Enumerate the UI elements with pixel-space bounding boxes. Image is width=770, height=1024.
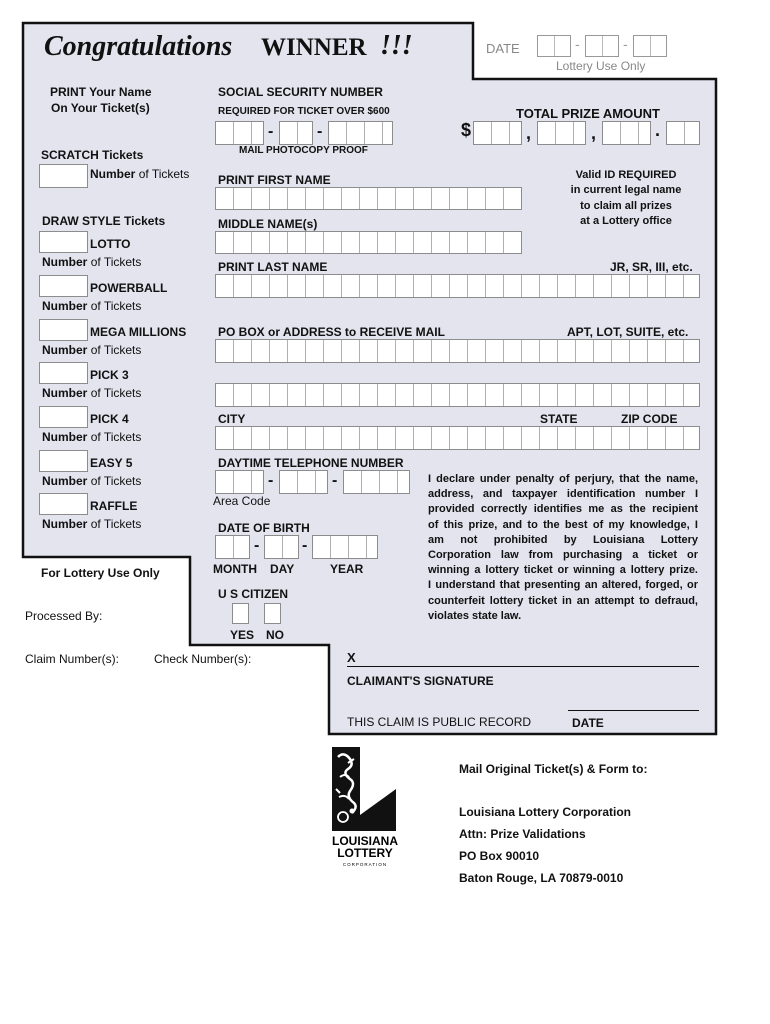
game-number-of-tickets-label: Number of Tickets — [42, 255, 142, 269]
signature-x: X — [347, 650, 356, 665]
ssn-serial-input[interactable] — [328, 121, 393, 145]
declaration-line: address, and taxpayer identification number I — [428, 488, 698, 501]
game-ticket-count-input[interactable] — [39, 406, 88, 428]
game-number-of-tickets-label: Number of Tickets — [42, 474, 142, 488]
louisiana-lottery-logo — [326, 745, 404, 870]
for-lottery-use-label: For Lottery Use Only — [41, 566, 160, 580]
yes-label: YES — [230, 628, 255, 642]
declaration-line: I understand that presenting an altered, forged, or — [428, 579, 698, 592]
game-name-label: PICK 4 — [90, 412, 129, 426]
address-label: PO BOX or ADDRESS to RECEIVE MAIL — [218, 325, 445, 339]
mail-line-3: PO Box 90010 — [459, 849, 540, 863]
game-ticket-count-input[interactable] — [39, 362, 88, 384]
date-label: DATE — [486, 41, 520, 56]
middle-name-label: MIDDLE NAME(s) — [218, 217, 318, 231]
declaration-line: am not prohibited by Louisiana Lottery — [428, 533, 698, 546]
ssn-area-input[interactable] — [215, 121, 264, 145]
game-name-label: LOTTO — [90, 237, 131, 251]
ssn-group-input[interactable] — [279, 121, 313, 145]
processed-by-label: Processed By: — [25, 609, 103, 623]
mail-line-1: Louisiana Lottery Corporation — [459, 805, 632, 819]
game-name-label: EASY 5 — [90, 456, 133, 470]
phone-prefix-input[interactable] — [279, 470, 328, 494]
citizen-no-checkbox[interactable] — [264, 603, 281, 624]
city-state-zip-input[interactable] — [215, 426, 700, 450]
game-number-of-tickets-label: Number of Tickets — [42, 343, 142, 357]
office-date-year[interactable] — [633, 35, 667, 57]
signature-date-line[interactable] — [568, 710, 699, 711]
print-name-label-2: On Your Ticket(s) — [51, 101, 150, 115]
phone-label: DAYTIME TELEPHONE NUMBER — [218, 456, 404, 470]
prize-hundreds-input[interactable] — [602, 121, 651, 145]
game-ticket-count-input[interactable] — [39, 231, 88, 253]
dollar-sign: $ — [461, 120, 472, 140]
declaration-line: violates state law. — [428, 609, 522, 622]
claim-number-label: Claim Number(s): — [25, 652, 120, 666]
game-number-of-tickets-label: Number of Tickets — [42, 386, 142, 400]
suffix-label: JR, SR, III, etc. — [610, 260, 693, 274]
city-label: CITY — [218, 412, 246, 426]
logo-corporation: CORPORATION — [342, 862, 388, 867]
game-number-of-tickets-label: Number of Tickets — [42, 430, 142, 444]
declaration-line: winning a lottery ticket or winning a lottery prize. — [428, 564, 698, 577]
first-name-label: PRINT FIRST NAME — [218, 173, 331, 187]
exclamation-marks: !!! — [380, 30, 413, 61]
check-number-label: Check Number(s): — [154, 652, 252, 666]
phone-area-input[interactable] — [215, 470, 264, 494]
month-label: MONTH — [213, 562, 257, 576]
logo-lottery: LOTTERY — [337, 846, 393, 860]
day-label: DAY — [270, 562, 295, 576]
dob-year-input[interactable] — [312, 535, 378, 559]
draw-style-label: DRAW STYLE Tickets — [42, 214, 166, 228]
ssn-proof-label: MAIL PHOTOCOPY PROOF — [239, 145, 368, 156]
declaration-line: of this prize, and to the best of my knowledge, I — [428, 518, 698, 531]
address-line1-input[interactable] — [215, 339, 700, 363]
address-line2-input[interactable] — [215, 383, 700, 407]
game-number-of-tickets-label: Number of Tickets — [42, 517, 142, 531]
area-code-label: Area Code — [213, 494, 271, 508]
logo-louisiana: LOUISIANA — [332, 834, 398, 848]
last-name-input[interactable] — [215, 274, 700, 298]
middle-name-input[interactable] — [215, 231, 522, 254]
print-name-label-1: PRINT Your Name — [50, 85, 152, 99]
mail-line-4: Baton Rouge, LA 70879-0010 — [459, 871, 624, 885]
prize-cents-input[interactable] — [666, 121, 700, 145]
office-date-day[interactable] — [585, 35, 619, 57]
first-name-input[interactable] — [215, 187, 522, 210]
congratulations-title: Congratulations — [44, 31, 233, 62]
mail-to-title: Mail Original Ticket(s) & Form to: — [459, 762, 648, 776]
game-name-label: PICK 3 — [90, 368, 129, 382]
signature-line[interactable] — [347, 666, 699, 667]
winner-title: WINNER — [261, 34, 367, 61]
scratch-number-label: Number of Tickets — [90, 167, 190, 181]
office-date-month[interactable] — [537, 35, 571, 57]
ssn-required-label: REQUIRED FOR TICKET OVER $600 — [218, 106, 390, 117]
dob-day-input[interactable] — [264, 535, 299, 559]
lottery-use-only-label: Lottery Use Only — [556, 59, 646, 73]
game-name-label: MEGA MILLIONS — [90, 325, 187, 339]
game-number-of-tickets-label: Number of Tickets — [42, 299, 142, 313]
claimant-signature-label: CLAIMANT'S SIGNATURE — [347, 674, 494, 688]
ssn-label: SOCIAL SECURITY NUMBER — [218, 85, 383, 99]
mail-line-2: Attn: Prize Validations — [459, 827, 586, 841]
prize-thousands-input[interactable] — [537, 121, 586, 145]
game-ticket-count-input[interactable] — [39, 493, 88, 515]
dob-label: DATE OF BIRTH — [218, 521, 310, 535]
public-record-label: THIS CLAIM IS PUBLIC RECORD — [347, 715, 532, 729]
scratch-tickets-input[interactable] — [39, 164, 88, 188]
signature-date-label: DATE — [572, 716, 604, 730]
phone-line-input[interactable] — [343, 470, 410, 494]
declaration-line: Corporation law from purchasing a ticket or — [428, 549, 698, 562]
game-ticket-count-input[interactable] — [39, 450, 88, 472]
total-prize-label: TOTAL PRIZE AMOUNT — [516, 106, 660, 121]
state-label: STATE — [540, 412, 578, 426]
zip-label: ZIP CODE — [621, 412, 678, 426]
no-label: NO — [266, 628, 284, 642]
prize-millions-input[interactable] — [473, 121, 522, 145]
game-name-label: RAFFLE — [90, 499, 138, 513]
citizen-label: U S CITIZEN — [218, 587, 289, 601]
apt-label: APT, LOT, SUITE, etc. — [567, 325, 689, 339]
scratch-tickets-label: SCRATCH Tickets — [41, 148, 144, 162]
year-label: YEAR — [330, 562, 364, 576]
dob-month-input[interactable] — [215, 535, 250, 559]
declaration-line: counterfeit lottery ticket in an attempt to defraud, — [428, 594, 698, 607]
game-ticket-count-input[interactable] — [39, 319, 88, 341]
perjury-declaration — [428, 472, 698, 624]
game-ticket-count-input[interactable] — [39, 275, 88, 297]
last-name-label: PRINT LAST NAME — [218, 260, 328, 274]
declaration-line: I declare under penalty of perjury, that the name, — [428, 473, 698, 485]
declaration-line: provided correctly identifies me as the recipient — [428, 503, 698, 516]
citizen-yes-checkbox[interactable] — [232, 603, 249, 624]
valid-id-note: Valid ID REQUIRED in current legal name to claim all prizes at a Lottery office — [570, 169, 682, 227]
game-name-label: POWERBALL — [90, 281, 168, 295]
